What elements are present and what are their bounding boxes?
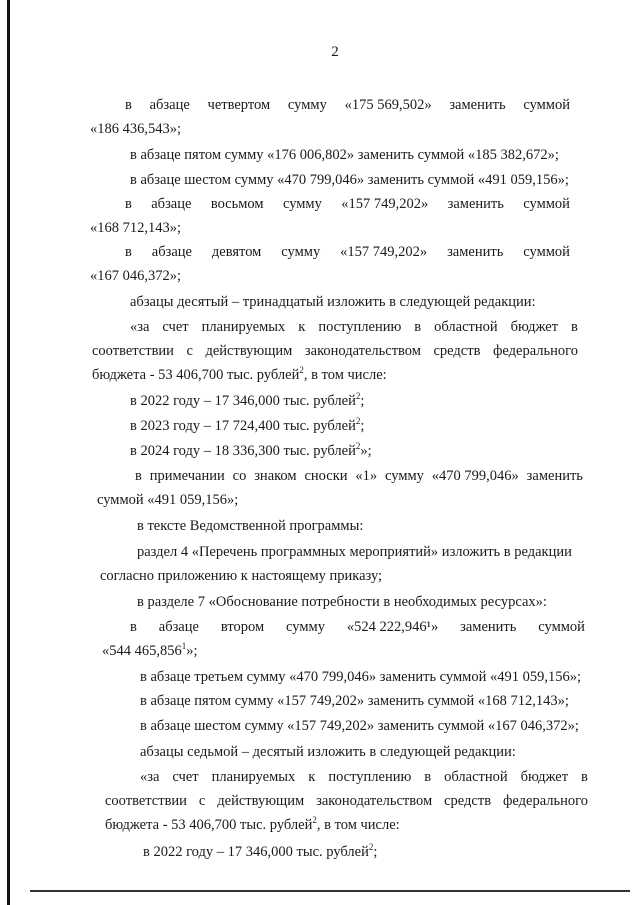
- text-line: [140, 717, 579, 735]
- text-line: [130, 146, 559, 164]
- text-line: [130, 293, 536, 311]
- word: законодательством: [304, 343, 421, 359]
- scan-edge-bottom: [30, 890, 630, 892]
- text-line: [105, 792, 588, 810]
- text-line: [90, 120, 181, 138]
- text-line: [125, 195, 570, 213]
- word: «470 799,046»: [431, 468, 519, 484]
- line-text: «167 046,372»;: [90, 268, 182, 284]
- line-text: в 2024 году – 18 336,300 тыс. рублей: [130, 443, 356, 459]
- word: заменить: [447, 244, 504, 260]
- word: «157 749,202»: [341, 196, 429, 212]
- text-line: [130, 442, 372, 460]
- word: бюджет: [520, 769, 569, 785]
- word: в: [130, 619, 137, 635]
- text-line: [102, 642, 198, 660]
- text-line: [140, 743, 516, 761]
- word: заменить: [447, 196, 504, 212]
- word: восьмом: [210, 196, 264, 212]
- text-line: [140, 668, 581, 686]
- text-line: [130, 392, 364, 410]
- word: суммой: [523, 196, 570, 212]
- word: втором: [220, 619, 265, 635]
- text-line: [135, 467, 583, 485]
- footnote-marker: 2: [355, 441, 361, 452]
- text-line: [90, 219, 181, 237]
- word: действующим: [205, 343, 293, 359]
- word: суммой: [523, 244, 570, 260]
- page-number: 2: [331, 44, 339, 60]
- text-line: [100, 567, 382, 585]
- text-line: [130, 171, 569, 189]
- word: действующим: [217, 793, 305, 809]
- line-text-tail: »;: [186, 643, 198, 659]
- line-text: бюджета - 53 406,700 тыс. рублей: [105, 817, 313, 833]
- word: «за: [140, 769, 160, 785]
- text-line: [92, 366, 387, 384]
- line-text: в 2022 году – 17 346,000 тыс. рублей: [130, 393, 356, 409]
- footnote-marker: 2: [299, 365, 304, 376]
- word: областной: [434, 319, 498, 335]
- word: средств: [444, 793, 492, 809]
- word: сумму: [385, 468, 424, 484]
- word: девятом: [211, 244, 262, 260]
- line-text: абзацы десятый – тринадцатый изложить в следующей редакции:: [130, 294, 536, 310]
- word: к: [308, 769, 316, 785]
- line-text: в абзаце шестом сумму «157 749,202» заменить суммой «167 046,372»;: [140, 718, 579, 734]
- word: бюджет: [510, 319, 559, 335]
- line-text: в разделе 7 «Обоснование потребности в необходимых ресурсах»:: [137, 594, 547, 610]
- word: сумму: [281, 244, 321, 260]
- word: средств: [433, 343, 481, 359]
- line-text: в тексте Ведомственной программы:: [137, 518, 364, 534]
- text-line: [137, 593, 547, 611]
- line-text: в абзаце пятом сумму «157 749,202» заменить суммой «168 712,143»;: [140, 693, 569, 709]
- word: планируемых: [211, 769, 296, 785]
- word: абзаце: [149, 97, 190, 113]
- word: суммой: [523, 97, 570, 113]
- line-text: абзацы седьмой – десятый изложить в следующей редакции:: [140, 744, 516, 760]
- word: «за: [130, 319, 150, 335]
- word: законодательством: [316, 793, 433, 809]
- line-text: в 2022 году – 17 346,000 тыс. рублей: [143, 844, 369, 860]
- text-line: [130, 618, 585, 636]
- word: планируемых: [201, 319, 286, 335]
- word: поступлению: [328, 769, 412, 785]
- word: сумму: [282, 196, 322, 212]
- word: в: [571, 319, 578, 335]
- word: заменить: [526, 468, 583, 484]
- text-line: [137, 543, 572, 561]
- word: в: [414, 319, 422, 335]
- word: в: [581, 769, 588, 785]
- text-line: [125, 243, 570, 261]
- line-text: в абзаце шестом сумму «470 799,046» заменить суммой «491 059,156»;: [130, 172, 569, 188]
- text-line: [97, 491, 238, 509]
- line-text-tail: ;: [373, 844, 378, 860]
- line-text-tail: , в том числе:: [303, 367, 387, 383]
- word: примечании: [149, 468, 225, 484]
- word: «157 749,202»: [340, 244, 428, 260]
- text-line: [130, 417, 364, 435]
- word: с: [186, 343, 193, 359]
- text-line: [130, 318, 578, 336]
- word: областной: [444, 769, 508, 785]
- footnote-marker: 2: [312, 815, 317, 826]
- word: заменить: [460, 619, 517, 635]
- line-text: в 2023 году – 17 724,400 тыс. рублей: [130, 418, 356, 434]
- word: абзаце: [151, 244, 192, 260]
- footnote-marker: 1: [181, 641, 187, 652]
- line-text: суммой «491 059,156»;: [97, 492, 239, 508]
- footnote-marker: 2: [355, 391, 361, 402]
- word: к: [298, 319, 306, 335]
- word: абзаце: [151, 196, 192, 212]
- word: соответствии: [105, 793, 187, 809]
- line-text: раздел 4 «Перечень программных мероприятий» изложить в редакции: [137, 544, 572, 560]
- word: в: [125, 196, 132, 212]
- text-line: [140, 692, 569, 710]
- word: в: [424, 769, 432, 785]
- word: сумму: [287, 97, 327, 113]
- word: счет: [162, 319, 189, 335]
- text-line: [140, 768, 588, 786]
- line-text: согласно приложению к настоящему приказу;: [100, 568, 383, 584]
- text-line: [143, 843, 377, 861]
- line-text-tail: »;: [360, 443, 372, 459]
- line-text: бюджета - 53 406,700 тыс. рублей: [92, 367, 300, 383]
- footnote-marker: 2: [355, 416, 361, 427]
- text-line: [105, 816, 400, 834]
- word: федерального: [503, 793, 588, 809]
- word: суммой: [538, 619, 585, 635]
- word: в: [125, 244, 132, 260]
- word: знаком: [254, 468, 297, 484]
- text-line: [125, 96, 570, 114]
- word: «1»: [355, 468, 378, 484]
- word: в: [135, 468, 142, 484]
- line-text: в абзаце пятом сумму «176 006,802» заменить суммой «185 382,672»;: [130, 147, 559, 163]
- line-text-tail: , в том числе:: [316, 817, 400, 833]
- word: абзаце: [158, 619, 199, 635]
- text-line: [92, 342, 578, 360]
- text-line: [137, 517, 363, 535]
- word: сумму: [286, 619, 325, 635]
- word: с: [198, 793, 206, 809]
- word: счет: [172, 769, 199, 785]
- footnote-marker: 2: [368, 842, 374, 853]
- word: четвертом: [207, 97, 271, 113]
- word: заменить: [449, 97, 506, 113]
- scan-edge-left: [7, 0, 10, 905]
- word: со: [232, 468, 247, 484]
- word: поступлению: [318, 319, 402, 335]
- line-text: «168 712,143»;: [90, 220, 182, 236]
- word: «524 222,946¹»: [346, 619, 439, 635]
- text-line: [90, 267, 181, 285]
- line-text-tail: ;: [360, 418, 365, 434]
- word: соответствии: [92, 343, 174, 359]
- word: сноски: [304, 468, 348, 484]
- line-text: в абзаце третьем сумму «470 799,046» заменить суммой «491 059,156»;: [140, 669, 581, 685]
- word: федерального: [492, 343, 578, 359]
- line-text-tail: ;: [360, 393, 365, 409]
- line-text: «544 465,856: [102, 643, 182, 659]
- line-text: «186 436,543»;: [90, 121, 182, 137]
- word: в: [125, 97, 132, 113]
- word: «175 569,502»: [344, 97, 432, 113]
